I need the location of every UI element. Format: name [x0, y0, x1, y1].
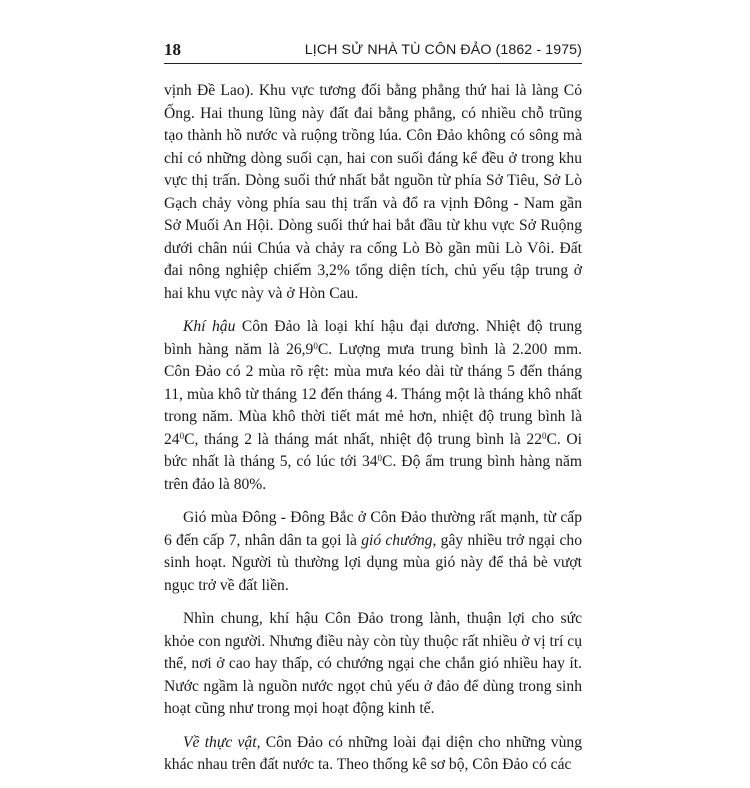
paragraph-flora: [164, 732, 582, 777]
climate-text-2: C. Lượng mưa trung bình là 2.200 mm. Côn Đảo có 2 mùa rõ rệt: mùa mưa kéo dài từ tháng 5 đến tháng 11, mùa khô từ tháng 12 đến tháng 4. Tháng một là tháng khô nhất trong năm. Mùa khô thời tiết mát mẻ hơn, nhiệt độ trung bình là 24: [164, 340, 582, 448]
page-header: [164, 36, 582, 64]
running-title: LỊCH SỬ NHÀ TÙ CÔN ĐẢO (1862 - 1975): [304, 42, 582, 58]
flora-text: Côn Đảo có những loài đại diện cho những vùng khác nhau trên đất nước ta. Theo thống kê sơ bộ, Côn Đảo có các: [164, 733, 582, 773]
book-page: [164, 36, 582, 788]
monsoon-text-2: , gây nhiều trở ngại cho sinh hoạt. Người tù thường lợi dụng mùa gió này để thả bè vượt ngục trở về đất liền.: [164, 531, 582, 594]
paragraph-summary: [164, 608, 582, 721]
monsoon-text-1: Gió mùa Đông - Đông Bắc ở Côn Đảo thường rất mạnh, từ cấp 6 đến cấp 7, nhân dân ta gọi là: [164, 509, 582, 549]
monsoon-term: gió chướng: [361, 531, 433, 549]
paragraph-terrain: [164, 80, 582, 305]
climate-text-3: C, tháng 2 là tháng mát nhất, nhiệt độ trung bình là 22: [184, 430, 543, 448]
degree-mark: 0: [542, 430, 547, 441]
page-number: 18: [164, 40, 181, 59]
body-text: [164, 80, 582, 777]
degree-mark: 0: [313, 340, 318, 351]
paragraph-monsoon: [164, 507, 582, 597]
climate-text-4: C. Oi bức nhất là tháng 5, có lúc tới 34: [164, 430, 582, 470]
climate-text-1: Côn Đảo là loại khí hậu đại dương. Nhiệt độ trung bình hàng năm là 26,9: [164, 318, 582, 358]
degree-mark: 0: [377, 453, 383, 463]
flora-lead: Về thực vật,: [183, 733, 261, 751]
climate-lead: Khí hậu: [183, 318, 236, 335]
paragraph-climate: [164, 316, 582, 496]
degree-mark: 0: [179, 430, 185, 441]
paragraph-text: vịnh Đề Lao). Khu vực tương đối bằng phẳng thứ hai là làng Cỏ Ống. Hai thung lũng này đất đai bằng phẳng, có nhiều chỗ trũng tạo thành hồ nước và ruộng trồng lúa. Côn Đảo không có sông mà chỉ có những dòng suối cạn, hai con suối đáng kể đều ở trong khu vực thị trấn. Dòng suối thứ nhất bắt nguồn từ phía Sở Tiêu, Sở Lò Gạch chảy vòng phía sau thị trấn và đổ ra vịnh Đông - Nam gần Sở Muối An Hội. Dòng suối thứ hai bắt đầu từ khu vực Sở Ruộng dưới chân núi Chúa và chảy ra cống Lò Bò gần mũi Lò Vôi. Đất đai nông nghiệp chiếm 3,2% tổng diện tích, chủ yếu tập trung ở hai khu vực này và ở Hòn Cau.: [164, 82, 582, 302]
climate-text-5: C. Độ ẩm trung bình hàng năm trên đảo là 80%.: [164, 453, 582, 493]
paragraph-text: Nhìn chung, khí hậu Côn Đảo trong lành, thuận lợi cho sức khỏe con người. Nhưng điều này còn tùy thuộc rất nhiều ở vị trí cụ thể, nơi ở cao hay thấp, có chướng ngại che chắn gió nhiều hay ít. Nước ngầm là nguồn nước ngọt chủ yếu ở đảo để dùng trong sinh hoạt cũng như trong mọi hoạt động kinh tế.: [164, 610, 582, 717]
